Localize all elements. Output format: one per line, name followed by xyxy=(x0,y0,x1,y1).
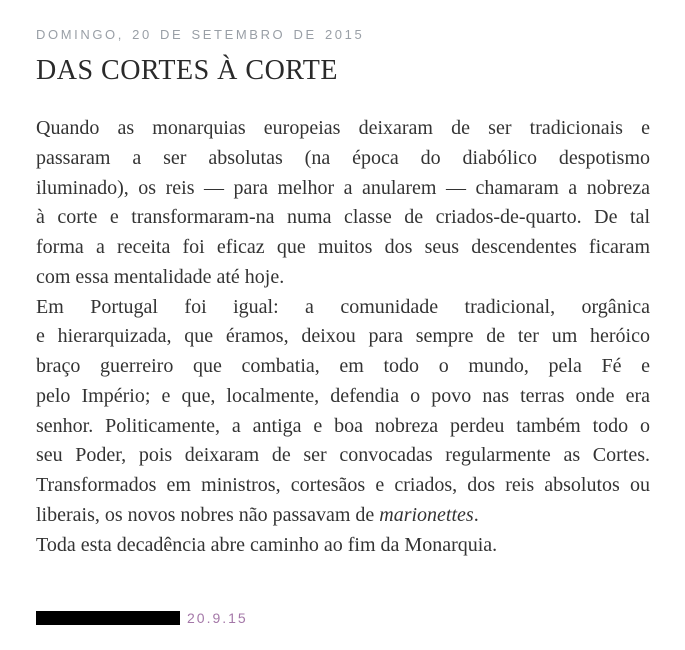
post-footer xyxy=(36,611,650,625)
body-text: Em Portugal foi igual: a comunidade tradicional, orgânica xyxy=(36,295,650,318)
body-line xyxy=(36,114,650,144)
body-text: seu Poder, pois deixaram de ser convocadas regularmente as Cortes. xyxy=(36,444,650,467)
italic-text: marionettes xyxy=(379,503,474,526)
body-text: forma a receita foi eficaz que muitos dos seus descendentes ficaram xyxy=(36,236,650,258)
body-line xyxy=(36,531,650,561)
post-body xyxy=(36,114,650,560)
body-text: Toda esta decadência abre caminho ao fim da Monarquia. xyxy=(36,533,498,556)
body-line xyxy=(36,263,650,293)
body-text: senhor. Politicamente, a antiga e boa nobreza perdeu também todo o xyxy=(36,414,650,437)
body-line xyxy=(36,441,650,471)
body-line xyxy=(36,471,650,501)
body-text: . xyxy=(473,503,479,526)
redacted-author-bar xyxy=(36,611,180,625)
body-line xyxy=(36,382,650,412)
body-text: à corte e transformaram-na numa classe de criados-de-quarto. De tal xyxy=(36,206,650,229)
body-text: liberais, os novos nobres não passavam de xyxy=(36,503,380,526)
body-text: e hierarquizada, que éramos, deixou para sempre de ter um heróico xyxy=(36,325,650,348)
post-date-header: DOMINGO, 20 DE SETEMBRO DE 2015 xyxy=(36,27,365,42)
body-text: com essa mentalidade até hoje. xyxy=(36,265,285,288)
body-text: passaram a ser absolutas (na época do diabólico despotismo xyxy=(36,146,650,169)
body-line xyxy=(36,412,650,442)
body-line xyxy=(36,233,650,263)
body-text: Transformados em ministros, cortesãos e criados, dos reis absolutos ou xyxy=(36,474,650,496)
body-text: iluminado), os reis — para melhor a anularem — chamaram a nobreza xyxy=(36,176,650,199)
body-text: Quando as monarquias europeias deixaram de ser tradicionais e xyxy=(36,117,650,139)
body-line xyxy=(36,322,650,352)
body-text: braço guerreiro que combatia, em todo o mundo, pela Fé e xyxy=(36,355,650,377)
body-line xyxy=(36,501,650,531)
body-line xyxy=(36,144,650,174)
post-title: DAS CORTES À CORTE xyxy=(36,55,339,86)
body-line xyxy=(36,174,650,204)
body-line xyxy=(36,293,650,323)
body-line xyxy=(36,203,650,233)
timestamp-link[interactable]: 20.9.15 xyxy=(187,610,248,627)
body-line xyxy=(36,352,650,382)
body-text: pelo Império; e que, localmente, defendia o povo nas terras onde era xyxy=(36,384,650,407)
